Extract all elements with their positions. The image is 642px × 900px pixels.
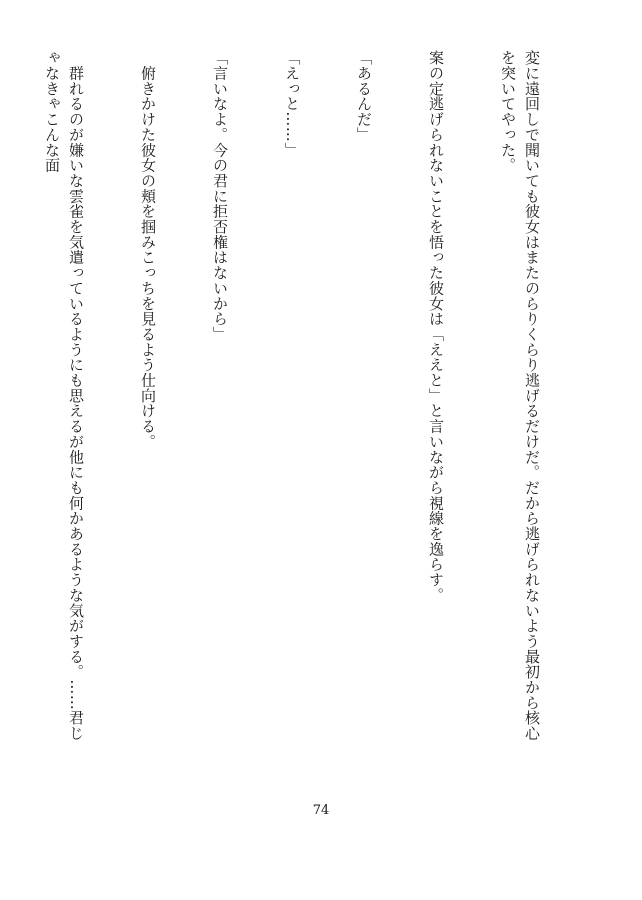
page-number: 74 — [312, 803, 330, 818]
text-line: 「えっと……」 — [283, 50, 301, 158]
text-line: 群れるのが嫌いな雲雀を気遣っているようにも思えるが他にも何かあるような気がする。……君じゃなきゃこんな面 — [43, 50, 85, 741]
text-line: 「言いなよ。今の君に拒否権はないから」 — [211, 50, 229, 342]
text-line: 俯きかけた彼女の頬を掴みこっちを見るよう仕向ける。 — [139, 50, 157, 450]
text-line: 案の定逃げられないことを悟った彼女は「ええと」と言いながら視線を逸らす。 — [427, 50, 445, 603]
vertical-text-body — [32, 50, 592, 750]
text-line: 「あるんだ」 — [355, 50, 373, 143]
text-line: 変に遠回しで聞いても彼女はまたのらりくらり逃げるだけだ。だから逃げられないよう最初から核心を突いてやった。 — [499, 50, 541, 741]
